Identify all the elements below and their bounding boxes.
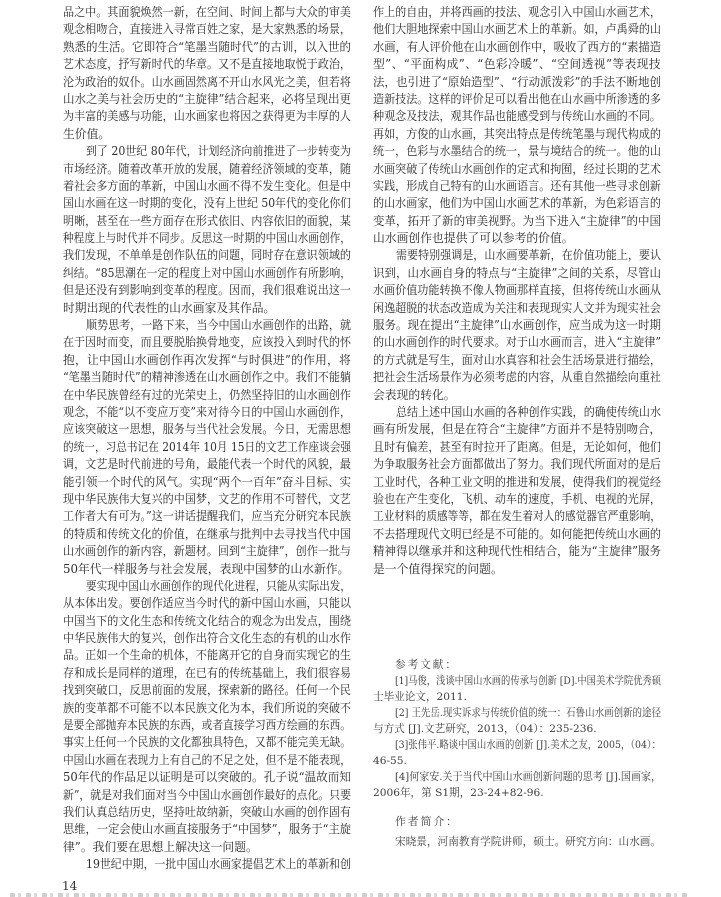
right-column bbox=[373, 4, 661, 578]
footer-copyright-strip bbox=[10, 893, 690, 897]
text-line-text: 实践，形成自己特有的山水画语言。还有其他一些寻求创新 bbox=[373, 178, 661, 193]
text-line bbox=[373, 74, 661, 91]
text-line-text: 工作者大有可为。”这一讲话提醒我们，应当充分研究本民族 bbox=[63, 509, 351, 524]
text-line-text: 50年代一样服务与社会发展，表现中国梦的山水新作。 bbox=[63, 561, 350, 576]
paragraph bbox=[63, 578, 351, 856]
text-line-text: 的统一，习总书记在 2014年 10月 15日的文艺工作座谈会强 bbox=[63, 439, 351, 454]
text-line-text: 思维，一定会使山水画直接服务于“中国梦”，服务于“主旋 bbox=[63, 822, 352, 837]
text-line bbox=[373, 178, 661, 195]
text-line-text: 现中华民族伟大复兴的中国梦，文艺的作用不可替代，文艺 bbox=[63, 491, 351, 506]
text-line-text: 水画突破了传统山水画创作的定式和拘囿，经过长期的艺术 bbox=[373, 161, 661, 176]
text-line bbox=[373, 265, 661, 282]
text-line-text: 总结上述中国山水画的各种创作实践，的确使传统山水 bbox=[396, 404, 661, 419]
text-line-text: 识到，山水画自身的特点与“主旋律”之间的关系，尽管山 bbox=[373, 265, 662, 280]
text-line bbox=[63, 839, 351, 856]
text-line-text: 统一，色彩与水墨结合的统一，景与境结合的统一。他的山 bbox=[373, 144, 661, 159]
text-line-text: 新”，就是对我们面对当今中国山水画创作最好的点化。只要 bbox=[63, 787, 351, 802]
text-line bbox=[63, 56, 351, 73]
text-line-text: 我们认真总结历史，坚持吐故纳新，突破山水画的创作固有 bbox=[63, 804, 351, 819]
text-line bbox=[373, 421, 661, 438]
reference-entry bbox=[373, 705, 661, 737]
reference-line bbox=[373, 785, 661, 801]
text-line bbox=[373, 230, 661, 247]
text-line bbox=[63, 195, 351, 212]
text-line-text: 中华民族伟大的复兴，创作出符合文化生态的有机的山水作 bbox=[63, 631, 351, 646]
paragraph bbox=[373, 404, 661, 578]
text-line bbox=[63, 439, 351, 456]
text-line bbox=[373, 213, 661, 230]
text-line bbox=[63, 491, 351, 508]
reference-entry bbox=[373, 769, 661, 801]
text-line bbox=[63, 613, 351, 630]
text-line-text: 变革，拓开了新的审美视野。为当下进入“主旋律”的中国 bbox=[373, 213, 662, 228]
reference-line bbox=[373, 689, 661, 705]
reference-entry bbox=[373, 673, 661, 705]
text-line-text: 要实现中国山水画创作的现代化进程，只能从实际出发， bbox=[86, 578, 352, 593]
text-line-text: 国山水画在这一时期的变化，没有上世纪 50年代的变化你们 bbox=[63, 196, 351, 211]
paragraph bbox=[63, 856, 351, 873]
text-line bbox=[63, 91, 351, 108]
text-line-text: 造新技法。这样的评价足可以看出他在山水画中所渗透的多 bbox=[373, 91, 661, 106]
text-line bbox=[63, 39, 351, 56]
text-line-text: 在中华民族曾经有过的光荣史上，仍然坚持旧的山水画创作 bbox=[63, 387, 351, 402]
text-line bbox=[63, 317, 351, 334]
text-line bbox=[373, 56, 661, 73]
paragraph bbox=[373, 4, 661, 247]
paragraph bbox=[373, 247, 661, 404]
author-bio-text: 宋晓景，河南教育学院讲师，硕士。研究方向：山水画。 bbox=[395, 835, 662, 848]
back-matter bbox=[373, 657, 661, 852]
text-line-text: 族的变革都不可能不以本民族文化为本，我们所说的突破不 bbox=[63, 700, 351, 715]
author-bio-heading-text: 作者简介： bbox=[395, 815, 459, 828]
reference-line-text: [4]何家安.关于当代中国山水画创新问题的思考 [J].国画家， bbox=[395, 771, 662, 783]
reference-entry bbox=[373, 737, 661, 769]
text-line bbox=[373, 247, 661, 264]
text-line-text: 能引领一个时代的风气。实现“两个一百年”奋斗目标、实 bbox=[63, 474, 352, 489]
text-line bbox=[373, 91, 661, 108]
text-line bbox=[63, 404, 351, 421]
text-line-text: 画有所发展，但是在符合“主旋律”方面并不是特别吻合， bbox=[373, 422, 662, 437]
text-line-text: 顺势思考，一路下来，当今中国山水画创作的出路，就 bbox=[86, 318, 351, 333]
text-line bbox=[63, 369, 351, 386]
paragraph bbox=[63, 143, 351, 317]
reference-line-text: [3]张伟平.略谈中国山水画的创新 [J].美术之友，2005，（04）： bbox=[395, 739, 662, 751]
text-line-text: 会表现的转化。 bbox=[373, 387, 456, 402]
text-line bbox=[373, 456, 661, 473]
text-line bbox=[63, 126, 351, 143]
text-line bbox=[63, 595, 351, 612]
text-line bbox=[373, 508, 661, 525]
text-line-text: 抱，让中国山水画创作再次发挥“与时俱进”的作用，将 bbox=[63, 352, 351, 367]
text-line bbox=[63, 474, 351, 491]
text-line bbox=[63, 508, 351, 525]
text-line bbox=[63, 561, 351, 578]
text-line bbox=[373, 195, 661, 212]
text-line bbox=[63, 717, 351, 734]
text-line bbox=[373, 543, 661, 560]
text-line-text: 的方式就是写生，面对山水真容和社会生活场景进行描绘， bbox=[373, 352, 661, 367]
text-line bbox=[63, 352, 351, 369]
text-line-text: 型”、“平面构成”、“色彩冷暖”、“空间透视”等表现技 bbox=[373, 57, 661, 72]
text-line bbox=[63, 213, 351, 230]
text-line bbox=[373, 161, 661, 178]
text-line-text: 时期出现的代表性的山水画家及其作品。 bbox=[63, 300, 276, 315]
text-line-text: 是一个值得探究的问题。 bbox=[373, 561, 503, 576]
text-line bbox=[63, 682, 351, 699]
text-line bbox=[373, 4, 661, 21]
text-line-text: 的山水画家，他们为中国山水画艺术的革新，为色彩语言的 bbox=[373, 196, 661, 211]
text-line-text: 律”。我们要在思想上解决这一问题。 bbox=[63, 839, 258, 854]
text-line-text: 的特质和传统文化的价值，在继承与批判中去寻找当代中国 bbox=[63, 526, 351, 541]
text-line-text: 生价值。 bbox=[63, 126, 111, 141]
text-line bbox=[63, 856, 351, 873]
text-line-text: 水画价值功能转换不像人物画那样直接，但将传统山水画从 bbox=[373, 283, 661, 298]
text-line bbox=[63, 821, 351, 838]
text-line bbox=[63, 804, 351, 821]
text-line bbox=[373, 387, 661, 404]
reference-line bbox=[373, 753, 661, 769]
text-line-text: 应该突破这一思想，服务与当代社会发展。今日，无需思想 bbox=[63, 422, 351, 437]
text-line bbox=[63, 543, 351, 560]
text-line-text: 品。正如一个生命的机体，不能离开它的自身而实现它的生 bbox=[63, 648, 351, 663]
text-line-text: 验也在产生变化，飞机、动车的速度，手机、电视的光屏， bbox=[373, 491, 661, 506]
reference-line-text: [2] 王先岳.现实诉求与传统价值的统一：石鲁山水画创新的途径 bbox=[395, 707, 662, 719]
text-line bbox=[373, 143, 661, 160]
text-line bbox=[373, 317, 661, 334]
text-line-text: 山水画创作也提供了可以参考的价值。 bbox=[373, 231, 574, 246]
reference-line bbox=[373, 673, 661, 689]
author-bio-section bbox=[373, 812, 661, 852]
text-line bbox=[63, 700, 351, 717]
text-line bbox=[63, 526, 351, 543]
text-line-text: 精神得以继承并和这种现代性相结合，能为“主旋律”服务 bbox=[373, 544, 662, 559]
text-line bbox=[373, 474, 661, 491]
text-line-text: 是要全部抛弃本民族的东西，或者直接学习西方绘画的东西。 bbox=[63, 718, 351, 733]
reference-line bbox=[373, 769, 661, 785]
text-line-text: 他们大胆地探索中国山水画艺术上的革新。如，卢禹舜的山 bbox=[373, 22, 661, 37]
text-line-text: 闲逸超脱的状态改造成为关注和表现现实人文并为现实社会 bbox=[373, 300, 661, 315]
text-line bbox=[373, 526, 661, 543]
text-line bbox=[63, 787, 351, 804]
text-line-text: 工业材料的质感等等，都在发生着对人的感觉器官严重影响， bbox=[373, 509, 661, 524]
text-line bbox=[373, 491, 661, 508]
text-line-text: 调，文艺是时代前进的号角，最能代表一个时代的风貌，最 bbox=[63, 457, 351, 472]
text-line-text: 我们发现，不单单是创作队伍的问题，同时存在意识领域的 bbox=[63, 248, 351, 263]
text-line-text: 不去搭理现代文明已经是不可能的。如何能把传统山水画的 bbox=[373, 526, 661, 541]
text-line bbox=[373, 439, 661, 456]
text-line-text: 中国当下的文化生态和传统文化结合的观念为出发点，围绕 bbox=[63, 613, 351, 628]
text-line bbox=[63, 265, 351, 282]
text-line bbox=[63, 161, 351, 178]
page-number: 14 bbox=[62, 879, 78, 893]
text-line-text: 但是还没有到影响到变革的程度。因而，我们很难说出这一 bbox=[63, 283, 351, 298]
text-line-text: 50年代的作品足以证明是可以突破的。孔子说“温故而知 bbox=[63, 770, 351, 785]
text-line bbox=[63, 230, 351, 247]
text-line-text: “笔墨当随时代”的精神渗透在山水画创作之中。我们不能躺 bbox=[63, 370, 351, 385]
text-line bbox=[373, 108, 661, 125]
text-line-text: 熟悉的生活。它即符合“笔墨当随时代”的古训，以入世的 bbox=[63, 39, 352, 54]
reference-line bbox=[373, 721, 661, 737]
paragraph bbox=[63, 317, 351, 578]
text-line-text: 山水画创作的新内容，新题材。回到“主旋律”，创作一批与 bbox=[63, 544, 351, 559]
text-line bbox=[63, 769, 351, 786]
text-line-text: 沦为政治的奴仆。山水画固然离不开山水风光之美，但若将 bbox=[63, 74, 351, 89]
text-line-text: 再如，方俊的山水画，其突出特点是传统笔墨与现代构成的 bbox=[373, 126, 661, 141]
text-line-text: 从本体出发。要创作适应当今时代的新中国山水画，只能以 bbox=[63, 596, 351, 611]
text-line-text: 需要特别强调是，山水画要革新，在价值功能上，要认 bbox=[396, 248, 661, 263]
text-line bbox=[63, 4, 351, 21]
text-line-text: 为争取服务社会方面都做出了努力。我们现代所面对的是后 bbox=[373, 457, 661, 472]
text-line-text: 服务。现在提出“主旋律”山水画创作，应当成为这一时期 bbox=[373, 318, 662, 333]
reference-line-text: 2006年，第 S1期，23-24+82-96. bbox=[373, 787, 544, 799]
reference-line bbox=[373, 705, 661, 721]
text-line-text: 到了 20世纪 80年代，计划经济向前推进了一步转变为 bbox=[86, 144, 352, 159]
text-line bbox=[63, 647, 351, 664]
text-line-text: 法，也引进了“原始造型”、“行动派泼彩”的手法不断地创 bbox=[373, 74, 661, 89]
text-line-text: 水画，有人评价他在山水画创作中，吸收了西方的“素描造 bbox=[373, 39, 661, 54]
references-list bbox=[373, 673, 661, 801]
text-line bbox=[373, 126, 661, 143]
text-line bbox=[63, 421, 351, 438]
references-section bbox=[373, 657, 661, 801]
text-line bbox=[63, 74, 351, 91]
text-line bbox=[63, 282, 351, 299]
text-line bbox=[63, 178, 351, 195]
text-line bbox=[63, 630, 351, 647]
text-line-text: 的山水画创作的时代要求。对于山水画而言，进入“主旋律” bbox=[373, 335, 661, 350]
author-bio-heading bbox=[373, 812, 661, 832]
text-line-text: 品之中。其面貌焕然一新，在空间、时间上都与大众的审美 bbox=[63, 5, 351, 19]
text-line bbox=[63, 334, 351, 351]
reference-line-text: 46-55. bbox=[373, 755, 407, 767]
text-line bbox=[63, 752, 351, 769]
text-line bbox=[63, 578, 351, 595]
text-line-text: 事实上任何一个民族的文化都独具特色，又都不能完美无缺。 bbox=[63, 735, 351, 750]
text-line-text: 把社会生活场景作为必须考虑的内容，从重自然描绘向重社 bbox=[373, 370, 661, 385]
text-line-text: 纠结。“85思潮在一定的程度上对中国山水画创作有所影响， bbox=[63, 265, 352, 280]
text-line bbox=[63, 734, 351, 751]
text-line-text: 在于因时而变，而且要脱胎换骨地变，应该投入到时代的怀 bbox=[63, 335, 351, 350]
text-line-text: 作上的自由，并将西画的技法、观念引入中国山水画艺术， bbox=[373, 5, 661, 19]
text-line bbox=[373, 561, 661, 578]
text-line-text: 市场经济。随着改革开放的发展，随着经济领域的变革，随 bbox=[63, 161, 351, 176]
text-line-text: 找到突破口，反思前面的发展，探索新的路径。任何一个民 bbox=[63, 683, 351, 698]
text-line bbox=[373, 404, 661, 421]
text-line bbox=[373, 352, 661, 369]
text-line-text: 存和成长是同样的道理，在已有的传统基础上，我们很容易 bbox=[63, 665, 351, 680]
text-line bbox=[63, 143, 351, 160]
reference-line bbox=[373, 737, 661, 753]
text-line-text: 艺术态度，抒写新时代的华章。又不是直接地取悦于政治， bbox=[63, 57, 351, 72]
text-line bbox=[63, 300, 351, 317]
paragraph bbox=[63, 4, 351, 143]
text-line-text: 且时有偏差，甚至有时拉开了距离。但是，无论如何，他们 bbox=[373, 439, 661, 454]
reference-line-text: [1]马俊，浅谈中国山水画的传承与创新 [D].中国美术学院优秀硕 bbox=[395, 675, 662, 687]
text-line-text: 观念相吻合，直接进入寻常百姓之家，是大家熟悉的场景， bbox=[63, 22, 351, 37]
text-line-text: 山水之美与社会历史的“主旋律”结合起来，必将呈现出更 bbox=[63, 91, 352, 106]
text-line bbox=[63, 108, 351, 125]
references-heading bbox=[373, 657, 661, 673]
text-line bbox=[373, 39, 661, 56]
left-column bbox=[63, 4, 351, 874]
text-line bbox=[63, 456, 351, 473]
text-line-text: 19世纪中期，一批中国山水画家提倡艺术上的革新和创 bbox=[86, 857, 352, 872]
text-line-text: 工业时代，各种工业文明的推进和发展，使得我们的视觉经 bbox=[373, 474, 661, 489]
text-line bbox=[63, 387, 351, 404]
text-line bbox=[373, 21, 661, 38]
reference-line-text: 士毕业论文，2011. bbox=[373, 691, 467, 703]
text-line-text: 种程度上与时代并不同步。反思这一时期的中国山水画创作， bbox=[63, 231, 351, 246]
text-line bbox=[63, 665, 351, 682]
text-line bbox=[373, 282, 661, 299]
text-line bbox=[63, 21, 351, 38]
text-line bbox=[373, 334, 661, 351]
text-line bbox=[373, 369, 661, 386]
references-heading-text: 参考文献： bbox=[395, 659, 458, 671]
text-line-text: 种观念及技法，观其作品也能感受到与传统山水画的不同。 bbox=[373, 109, 661, 124]
text-line-text: 明晰，甚至在一些方面存在形式依旧、内容依旧的面貌，某 bbox=[63, 213, 351, 228]
text-line-text: 中国山水画在表现力上有自己的不足之处，但不是不能表现， bbox=[63, 752, 351, 767]
text-line bbox=[373, 300, 661, 317]
text-line-text: 为丰富的美感与功能，山水画家也将因之获得更为丰厚的人 bbox=[63, 109, 351, 124]
text-line-text: 着社会多方面的革新，中国山水画不得不发生变化。但是中 bbox=[63, 178, 351, 193]
author-bio-line bbox=[373, 832, 661, 852]
text-line bbox=[63, 247, 351, 264]
reference-line-text: 与方式 [J].文艺研究，2013，（04）：235-236. bbox=[373, 723, 597, 735]
text-line-text: 观念，不能“以不变应万变”来对待今日的中国山水画创作， bbox=[63, 404, 351, 419]
